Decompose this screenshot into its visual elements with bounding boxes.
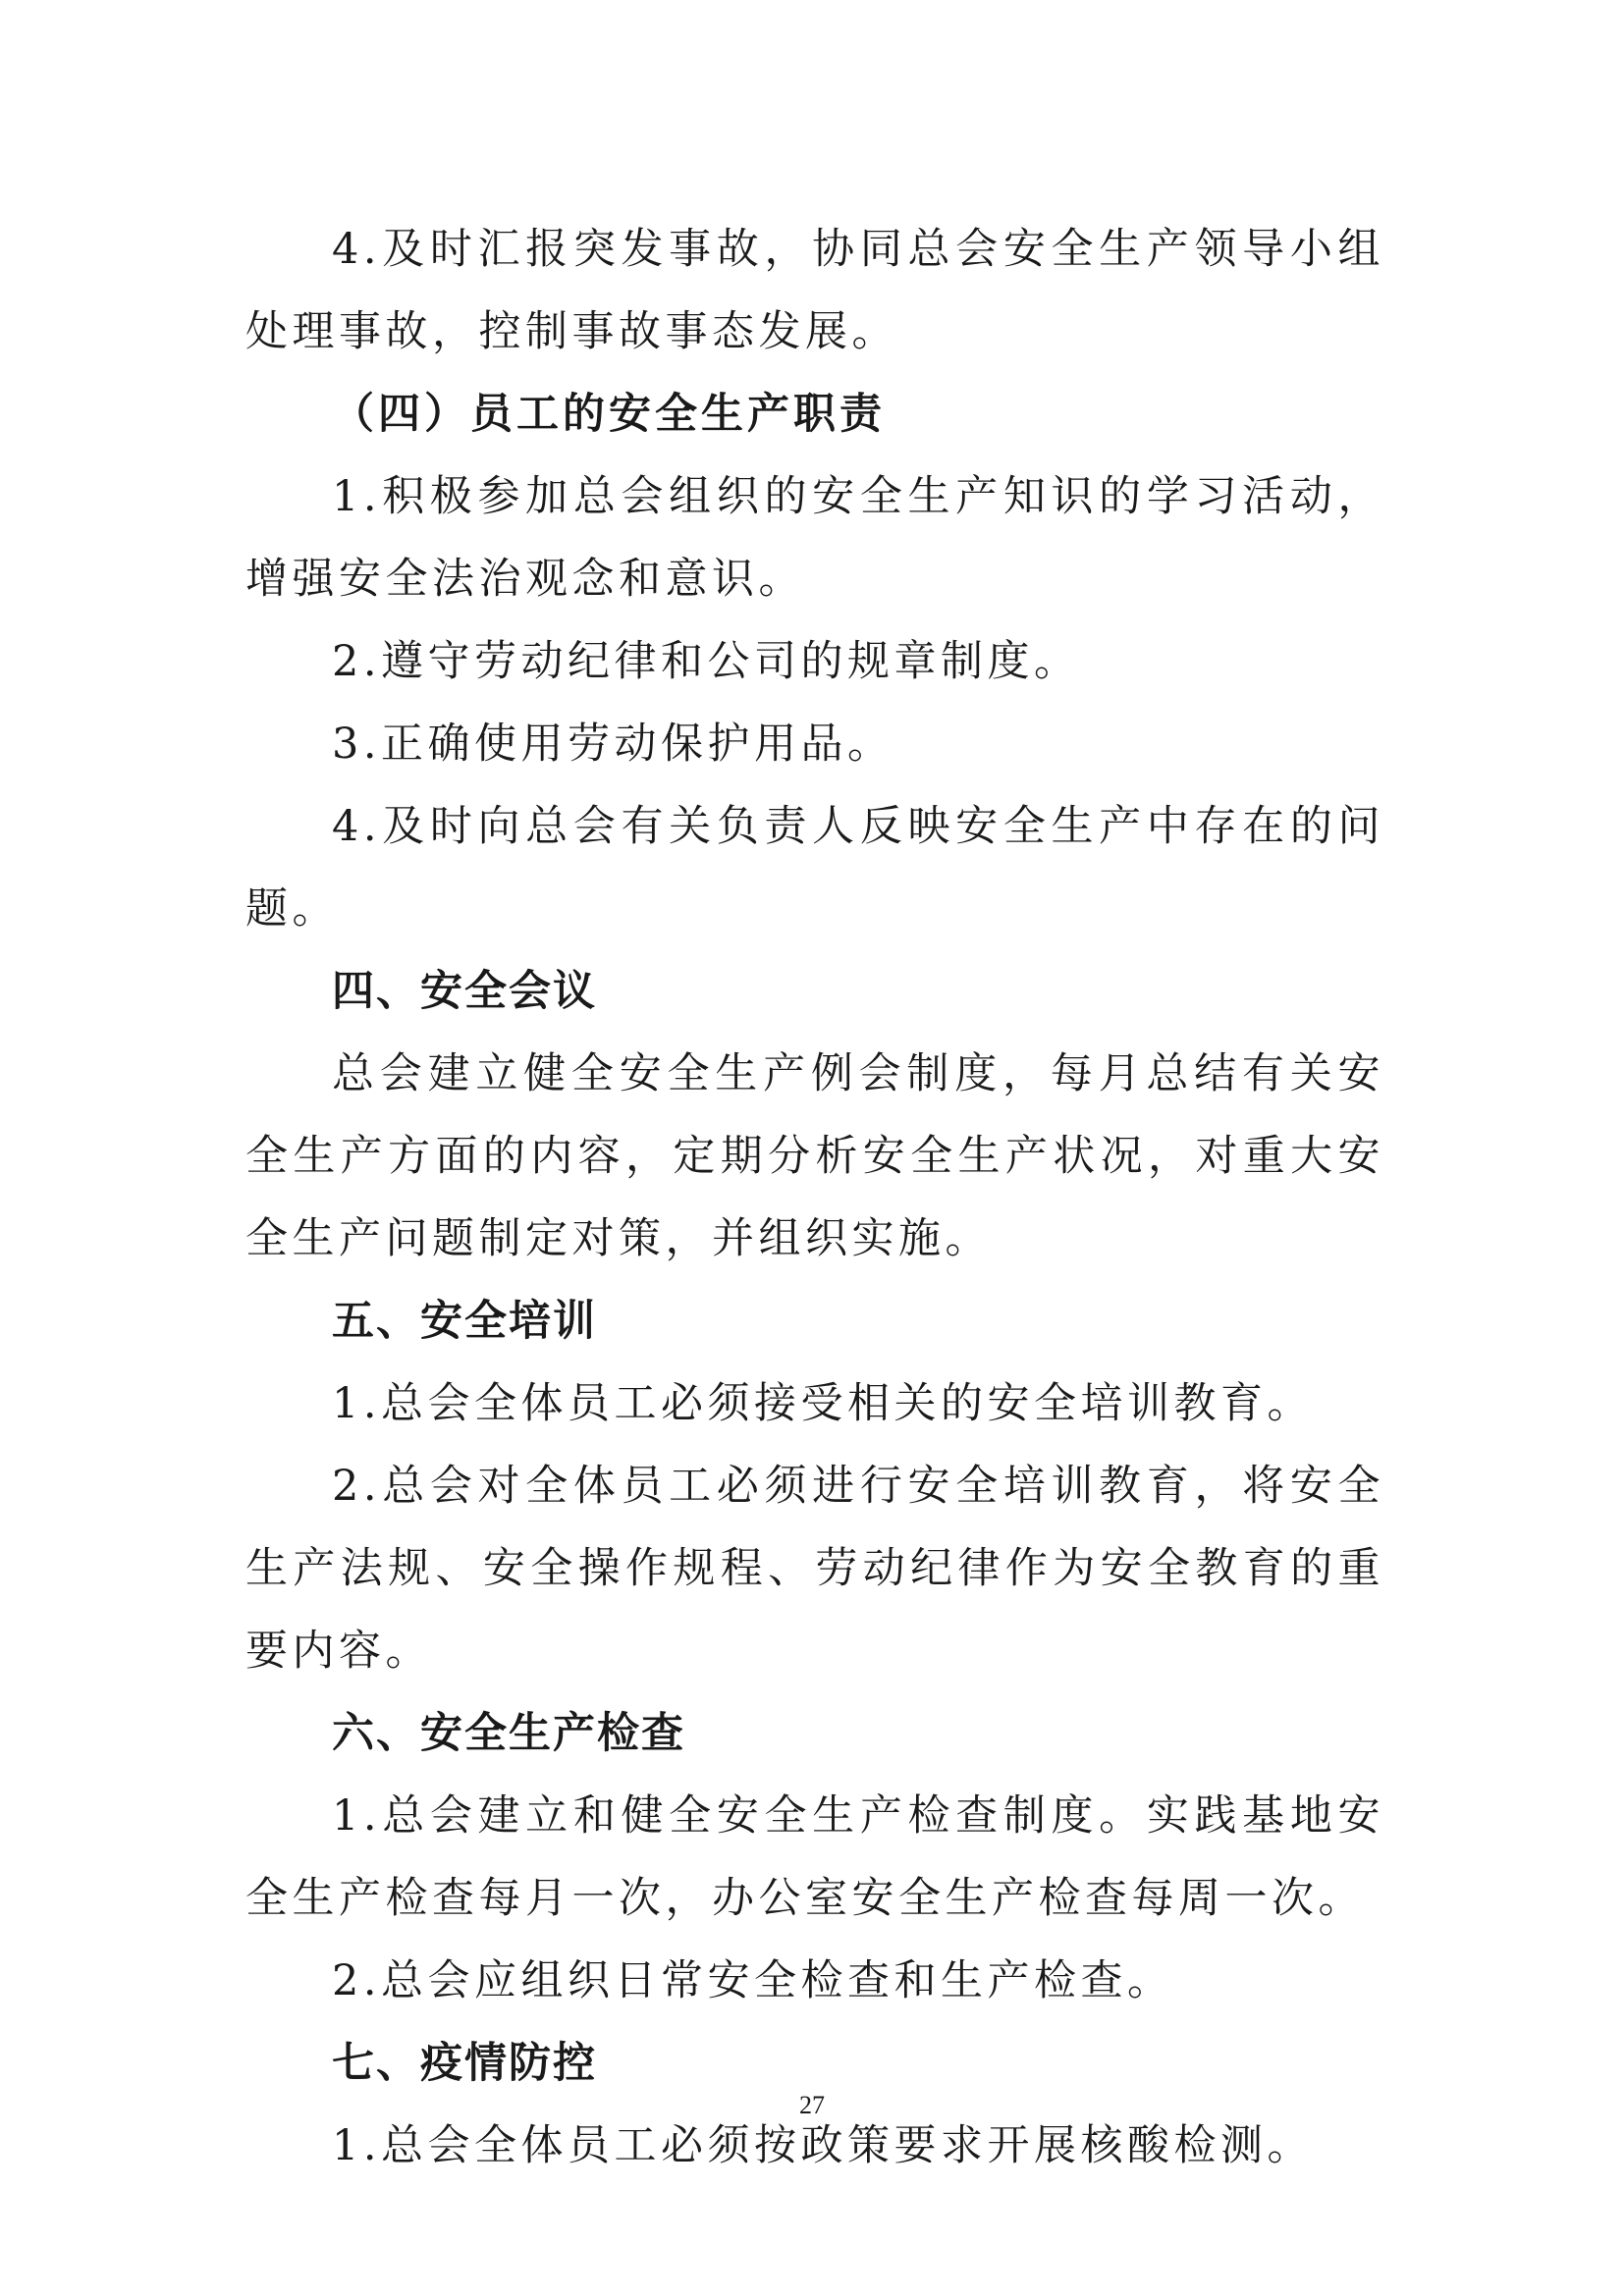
paragraph: 2.总会对全体员工必须进行安全培训教育，将安全生产法规、安全操作规程、劳动纪律作为安全教育的重要内容。	[245, 1462, 1384, 1676]
paragraph: 4.及时向总会有关负责人反映安全生产中存在的问题。	[245, 802, 1384, 934]
paragraph: 2.总会应组织日常安全检查和生产检查。	[332, 1956, 1174, 2005]
paragraph: 1.总会建立和健全安全生产检查制度。实践基地安全生产检查每月一次，办公室安全生产检查每周一次。	[245, 1791, 1384, 1923]
section-subheading: （四）员工的安全生产职责	[332, 390, 886, 439]
section-heading: 六、安全生产检查	[332, 1709, 685, 1758]
section-heading: 七、疫情防控	[332, 2039, 597, 2088]
paragraph: 2.遵守劳动纪律和公司的规章制度。	[332, 637, 1081, 686]
paragraph: 1.总会全体员工必须按政策要求开展核酸检测。	[332, 2121, 1315, 2170]
paragraph: 3.正确使用劳动保护用品。	[332, 720, 894, 769]
paragraph: 1.积极参加总会组织的安全生产知识的学习活动，增强安全法治观念和意识。	[245, 472, 1384, 604]
paragraph: 4.及时汇报突发事故，协同总会安全生产领导小组处理事故，控制事故事态发展。	[245, 225, 1384, 356]
paragraph: 总会建立健全安全生产例会制度，每月总结有关安全生产方面的内容，定期分析安全生产状况，对重大安全生产问题制定对策，并组织实施。	[245, 1049, 1384, 1263]
page-number: 27	[799, 2091, 825, 2119]
document-body	[245, 208, 1384, 2187]
section-heading: 四、安全会议	[332, 967, 597, 1016]
section-heading: 五、安全培训	[332, 1297, 597, 1346]
paragraph: 1.总会全体员工必须接受相关的安全培训教育。	[332, 1379, 1315, 1428]
